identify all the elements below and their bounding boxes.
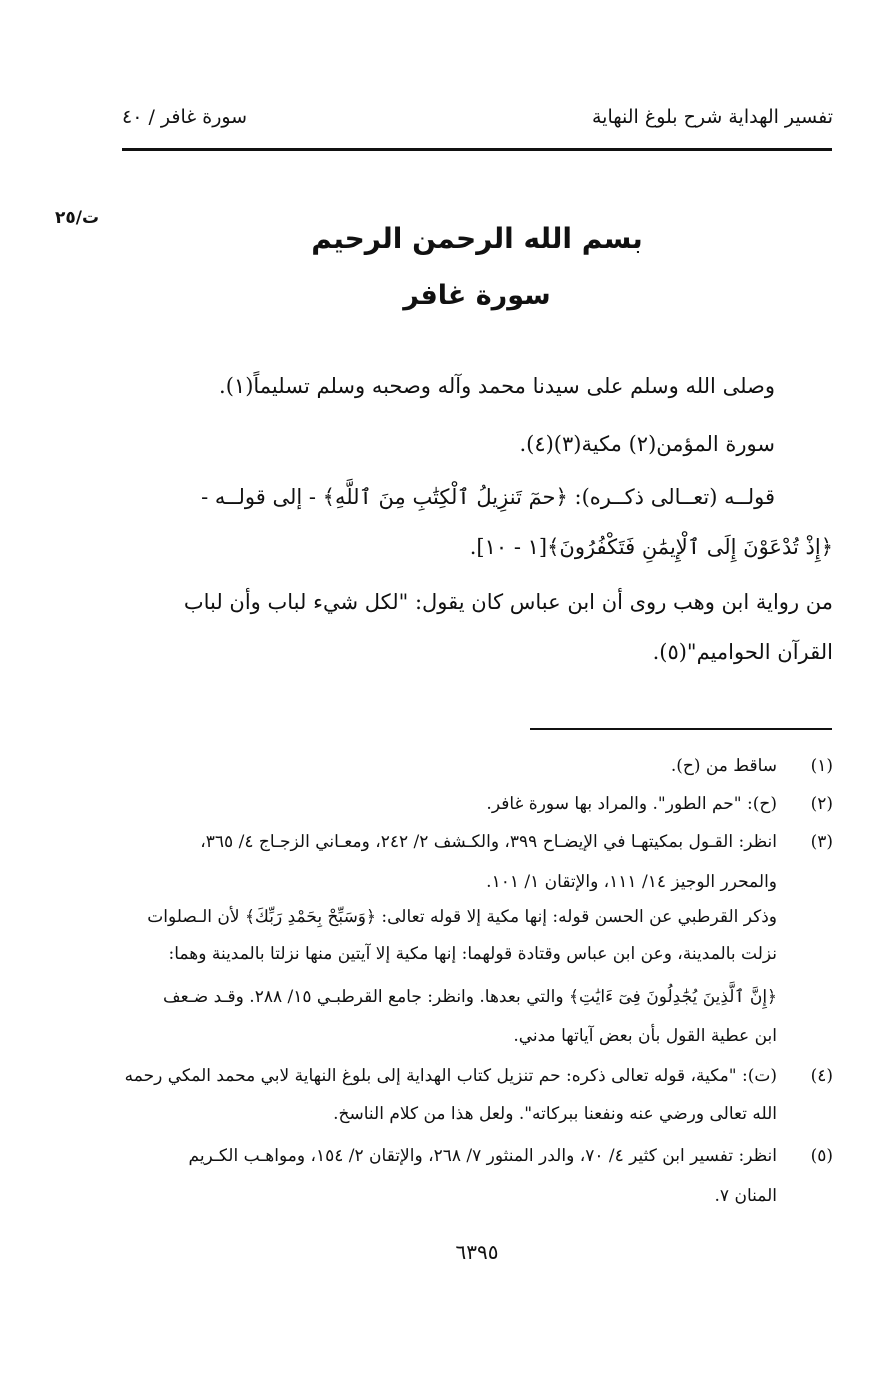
footnote-text: نزلت بالمدينة، وعن ابن عباس وقتادة قولهما: إنها مكية إلا آيتين منها نزلتا بالمدينة وهما:: [168, 944, 777, 964]
footnote-text: المنان ٧.: [714, 1186, 777, 1206]
footnote-text: انظر: تفسير ابن كثير ٤/ ٧٠، والدر المنثور ٧/ ٢٦٨، والإتقان ٢/ ١٥٤، ومواهـب الكـريم: [188, 1146, 777, 1166]
running-header-surah: سورة غافر / ٤٠: [122, 106, 248, 128]
footnote-number: (٥): [810, 1146, 833, 1166]
footnote-text: الله تعالى ورضي عنه ونفعنا ببركاته". ولعل هذا من كلام الناسخ.: [333, 1104, 777, 1124]
surah-title: سورة غافر: [403, 280, 551, 311]
main-text-line: وصلى الله وسلم على سيدنا محمد وآله وصحبه وسلم تسليماً(١).: [219, 374, 775, 398]
footnote-number: (٤): [810, 1066, 833, 1086]
page-number: ٦٣٩٥: [455, 1240, 499, 1264]
footnote-text: (ح): "حم الطور". والمراد بها سورة غافر.: [486, 794, 777, 814]
footnote-text: والمحرر الوجيز ١٤/ ١١١، والإتقان ١/ ١٠١.: [486, 872, 777, 892]
footnote-number: (٢): [810, 794, 833, 814]
main-text-line: سورة المؤمن(٢) مكية(٣)(٤).: [519, 432, 775, 456]
main-text-line: القرآن الحواميم"(٥).: [652, 640, 833, 664]
footnote-text: ابن عطية القول بأن بعض آياتها مدني.: [513, 1026, 777, 1046]
footnote-separator: [530, 728, 832, 730]
running-header-book-title: تفسير الهداية شرح بلوغ النهاية: [592, 106, 833, 128]
footnote-text: ﴿إِنَّ ٱلَّذِينَ يُجَٰدِلُونَ فِىٓ ءَايَٰتِ﴾ والتي بعدها. وانظر: جامع القرطبـي ١٥/ ٢٨٨. وقـد ضـعف: [163, 987, 777, 1007]
header-rule: [122, 148, 832, 151]
footnote-number: (٣): [810, 832, 833, 852]
manuscript-margin-note: ت/٢٥: [55, 208, 100, 228]
main-text-line: ﴿إِذْ تُدْعَوْنَ إِلَى ٱلْإِيمَٰنِ فَتَكْفُرُونَ﴾[١ - ١٠].: [469, 535, 833, 559]
footnote-text: (ت): "مكية، قوله تعالى ذكره: حم تنزيل كتاب الهداية إلى بلوغ النهاية لابي محمد المكي رحمه: [124, 1066, 777, 1086]
main-text-line: قولــه (تعــالى ذكــره): ﴿حمٓ تَنزِيلُ ٱلْكِتَٰبِ مِنَ ٱللَّهِ﴾ - إلى قولــه -: [201, 485, 775, 509]
basmala-heading: بسم الله الرحمن الرحيم: [311, 222, 643, 255]
footnote-text: ساقط من (ح).: [670, 756, 777, 776]
main-text-line: من رواية ابن وهب روى أن ابن عباس كان يقول: "لكل شيء لباب وأن لباب: [183, 590, 833, 614]
footnote-number: (١): [810, 756, 833, 776]
footnote-text: انظر: القـول بمكيتهـا في الإيضـاح ٣٩٩، والكـشف ٢/ ٢٤٢، ومعـاني الزجـاج ٤/ ٣٦٥،: [200, 832, 777, 852]
footnote-text: وذكر القرطبي عن الحسن قوله: إنها مكية إلا قوله تعالى: ﴿وَسَبِّحْ بِحَمْدِ رَبِّكَ﴾ لأن الـصلوات: [147, 907, 777, 927]
